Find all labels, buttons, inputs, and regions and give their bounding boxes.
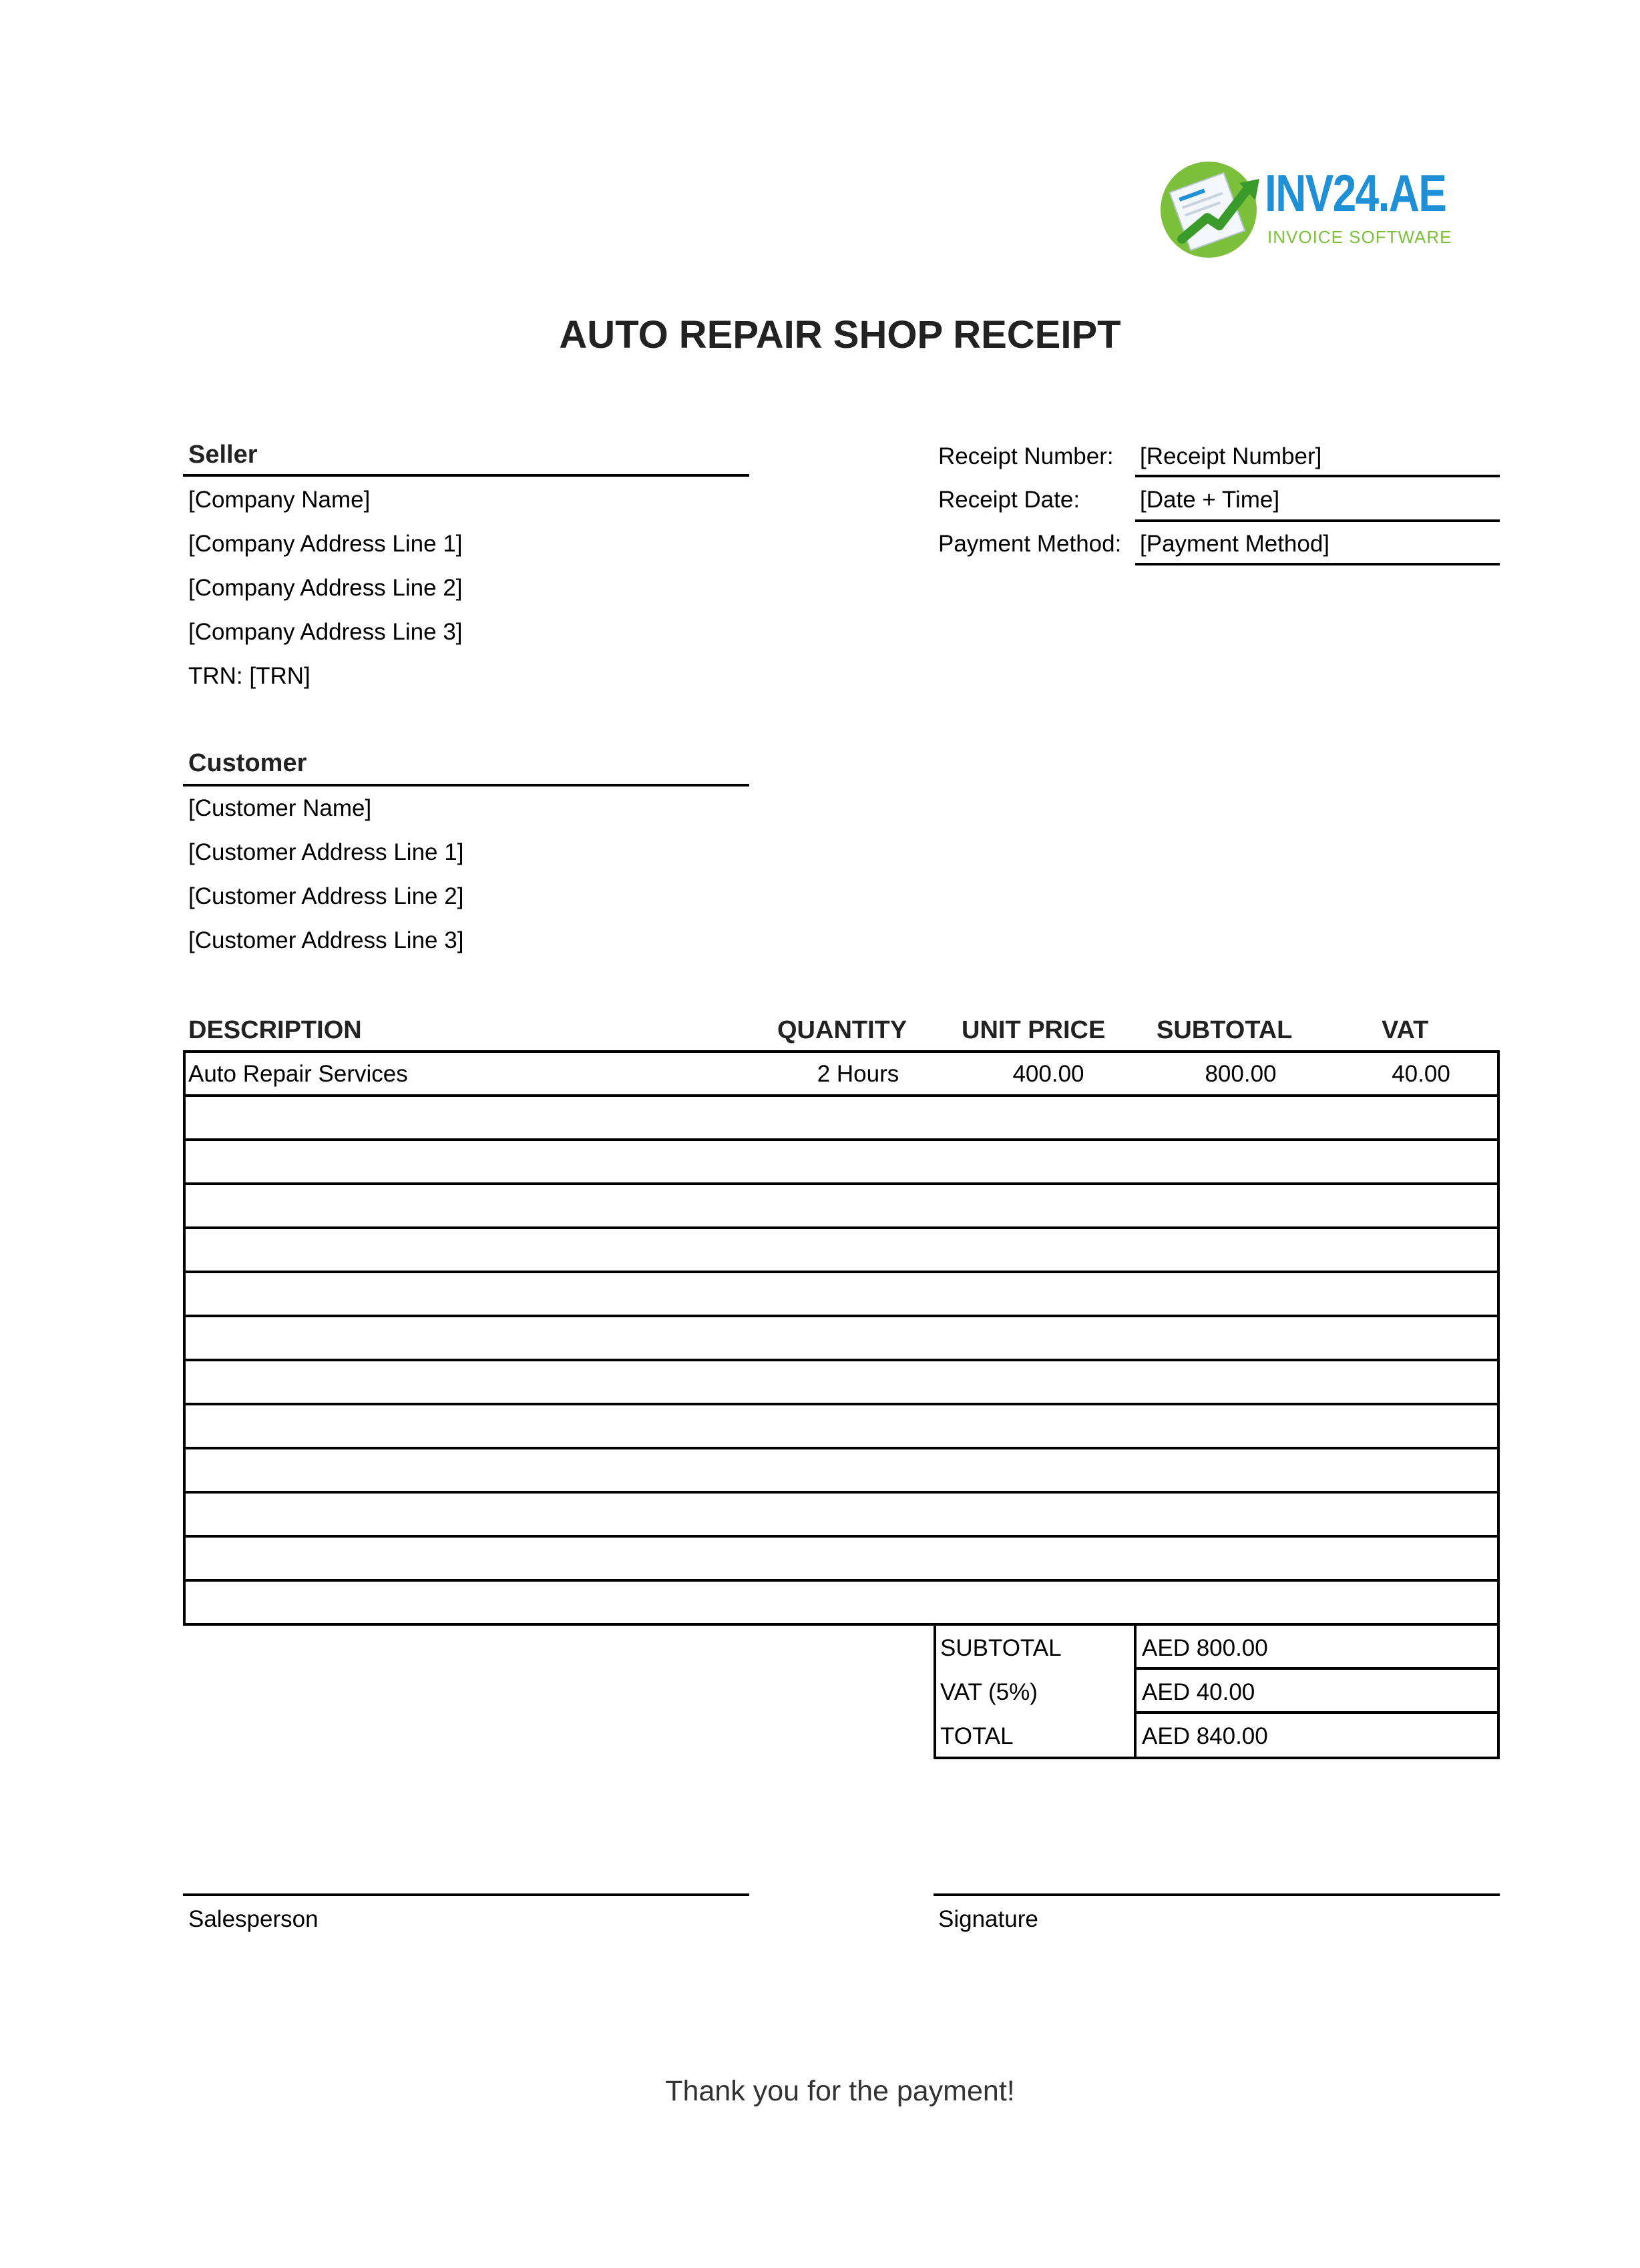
empty-table-row — [186, 1405, 1497, 1449]
item-vat: 40.00 — [1392, 1061, 1450, 1087]
signature-label: Signature — [938, 1906, 1038, 1932]
receipt-date-label: Receipt Date: — [938, 487, 1080, 513]
item-description: Auto Repair Services — [188, 1061, 408, 1087]
header-vat: VAT — [1382, 1016, 1429, 1044]
empty-table-row — [186, 1494, 1497, 1538]
payment-method-label: Payment Method: — [938, 531, 1122, 557]
empty-table-row — [186, 1317, 1497, 1361]
seller-address-line-3: [Company Address Line 3] — [188, 619, 463, 645]
total-value: AED 840.00 — [1142, 1723, 1268, 1749]
empty-table-row — [186, 1185, 1497, 1229]
header-subtotal: SUBTOTAL — [1157, 1016, 1293, 1044]
customer-address-line-2: [Customer Address Line 2] — [188, 883, 464, 909]
logo-tagline: INVOICE SOFTWARE — [1267, 227, 1452, 247]
total-label: TOTAL — [940, 1723, 1014, 1749]
seller-company-name: [Company Name] — [188, 487, 371, 513]
seller-heading: Seller — [188, 441, 258, 469]
subtotal-label: SUBTOTAL — [940, 1635, 1062, 1661]
receipt-date-underline — [1135, 519, 1500, 522]
empty-table-row — [186, 1538, 1497, 1582]
receipt-number-underline — [1135, 475, 1500, 477]
document-title: AUTO REPAIR SHOP RECEIPT — [559, 313, 1121, 357]
item-unit-price: 400.00 — [1012, 1061, 1084, 1087]
empty-table-row — [186, 1582, 1497, 1626]
receipt-date-value: [Date + Time] — [1140, 487, 1280, 513]
seller-address-line-2: [Company Address Line 2] — [188, 575, 463, 601]
seller-address-line-1: [Company Address Line 1] — [188, 531, 463, 557]
vat-label: VAT (5%) — [940, 1679, 1038, 1705]
subtotal-value: AED 800.00 — [1142, 1635, 1268, 1661]
empty-table-row — [186, 1273, 1497, 1317]
receipt-number-value: [Receipt Number] — [1140, 443, 1322, 469]
customer-heading: Customer — [188, 749, 307, 777]
item-quantity: 2 Hours — [817, 1061, 899, 1087]
total-row — [936, 1713, 1497, 1757]
header-quantity: QUANTITY — [777, 1016, 907, 1044]
receipt-number-label: Receipt Number: — [938, 443, 1114, 469]
header-unit-price: UNIT PRICE — [962, 1016, 1106, 1044]
thank-you-message: Thank you for the payment! — [665, 2075, 1015, 2107]
payment-method-underline — [1135, 563, 1500, 565]
empty-table-row — [186, 1361, 1497, 1405]
customer-address-line-3: [Customer Address Line 3] — [188, 927, 464, 953]
customer-address-line-1: [Customer Address Line 1] — [188, 839, 464, 865]
vat-value: AED 40.00 — [1142, 1679, 1255, 1705]
empty-table-row — [186, 1449, 1497, 1494]
salesperson-label: Salesperson — [188, 1906, 319, 1932]
company-logo — [1155, 154, 1476, 260]
header-description: DESCRIPTION — [188, 1016, 362, 1044]
items-table — [183, 1050, 1500, 1626]
customer-divider — [183, 784, 749, 786]
vat-row — [936, 1668, 1497, 1713]
empty-table-row — [186, 1141, 1497, 1185]
salesperson-signature-line — [183, 1893, 749, 1896]
invoice-growth-logo-icon — [1155, 154, 1269, 260]
seller-trn: TRN: [TRN] — [188, 663, 311, 689]
empty-table-row — [186, 1097, 1497, 1141]
logo-wordmark: INV24.AE — [1265, 164, 1446, 222]
signature-line — [934, 1893, 1500, 1896]
subtotal-row — [936, 1624, 1497, 1668]
customer-name: [Customer Name] — [188, 795, 372, 821]
totals-box — [934, 1624, 1500, 1759]
item-subtotal: 800.00 — [1205, 1061, 1277, 1087]
payment-method-value: [Payment Method] — [1140, 531, 1330, 557]
seller-divider — [183, 474, 749, 477]
empty-table-row — [186, 1229, 1497, 1273]
table-row — [186, 1053, 1497, 1097]
